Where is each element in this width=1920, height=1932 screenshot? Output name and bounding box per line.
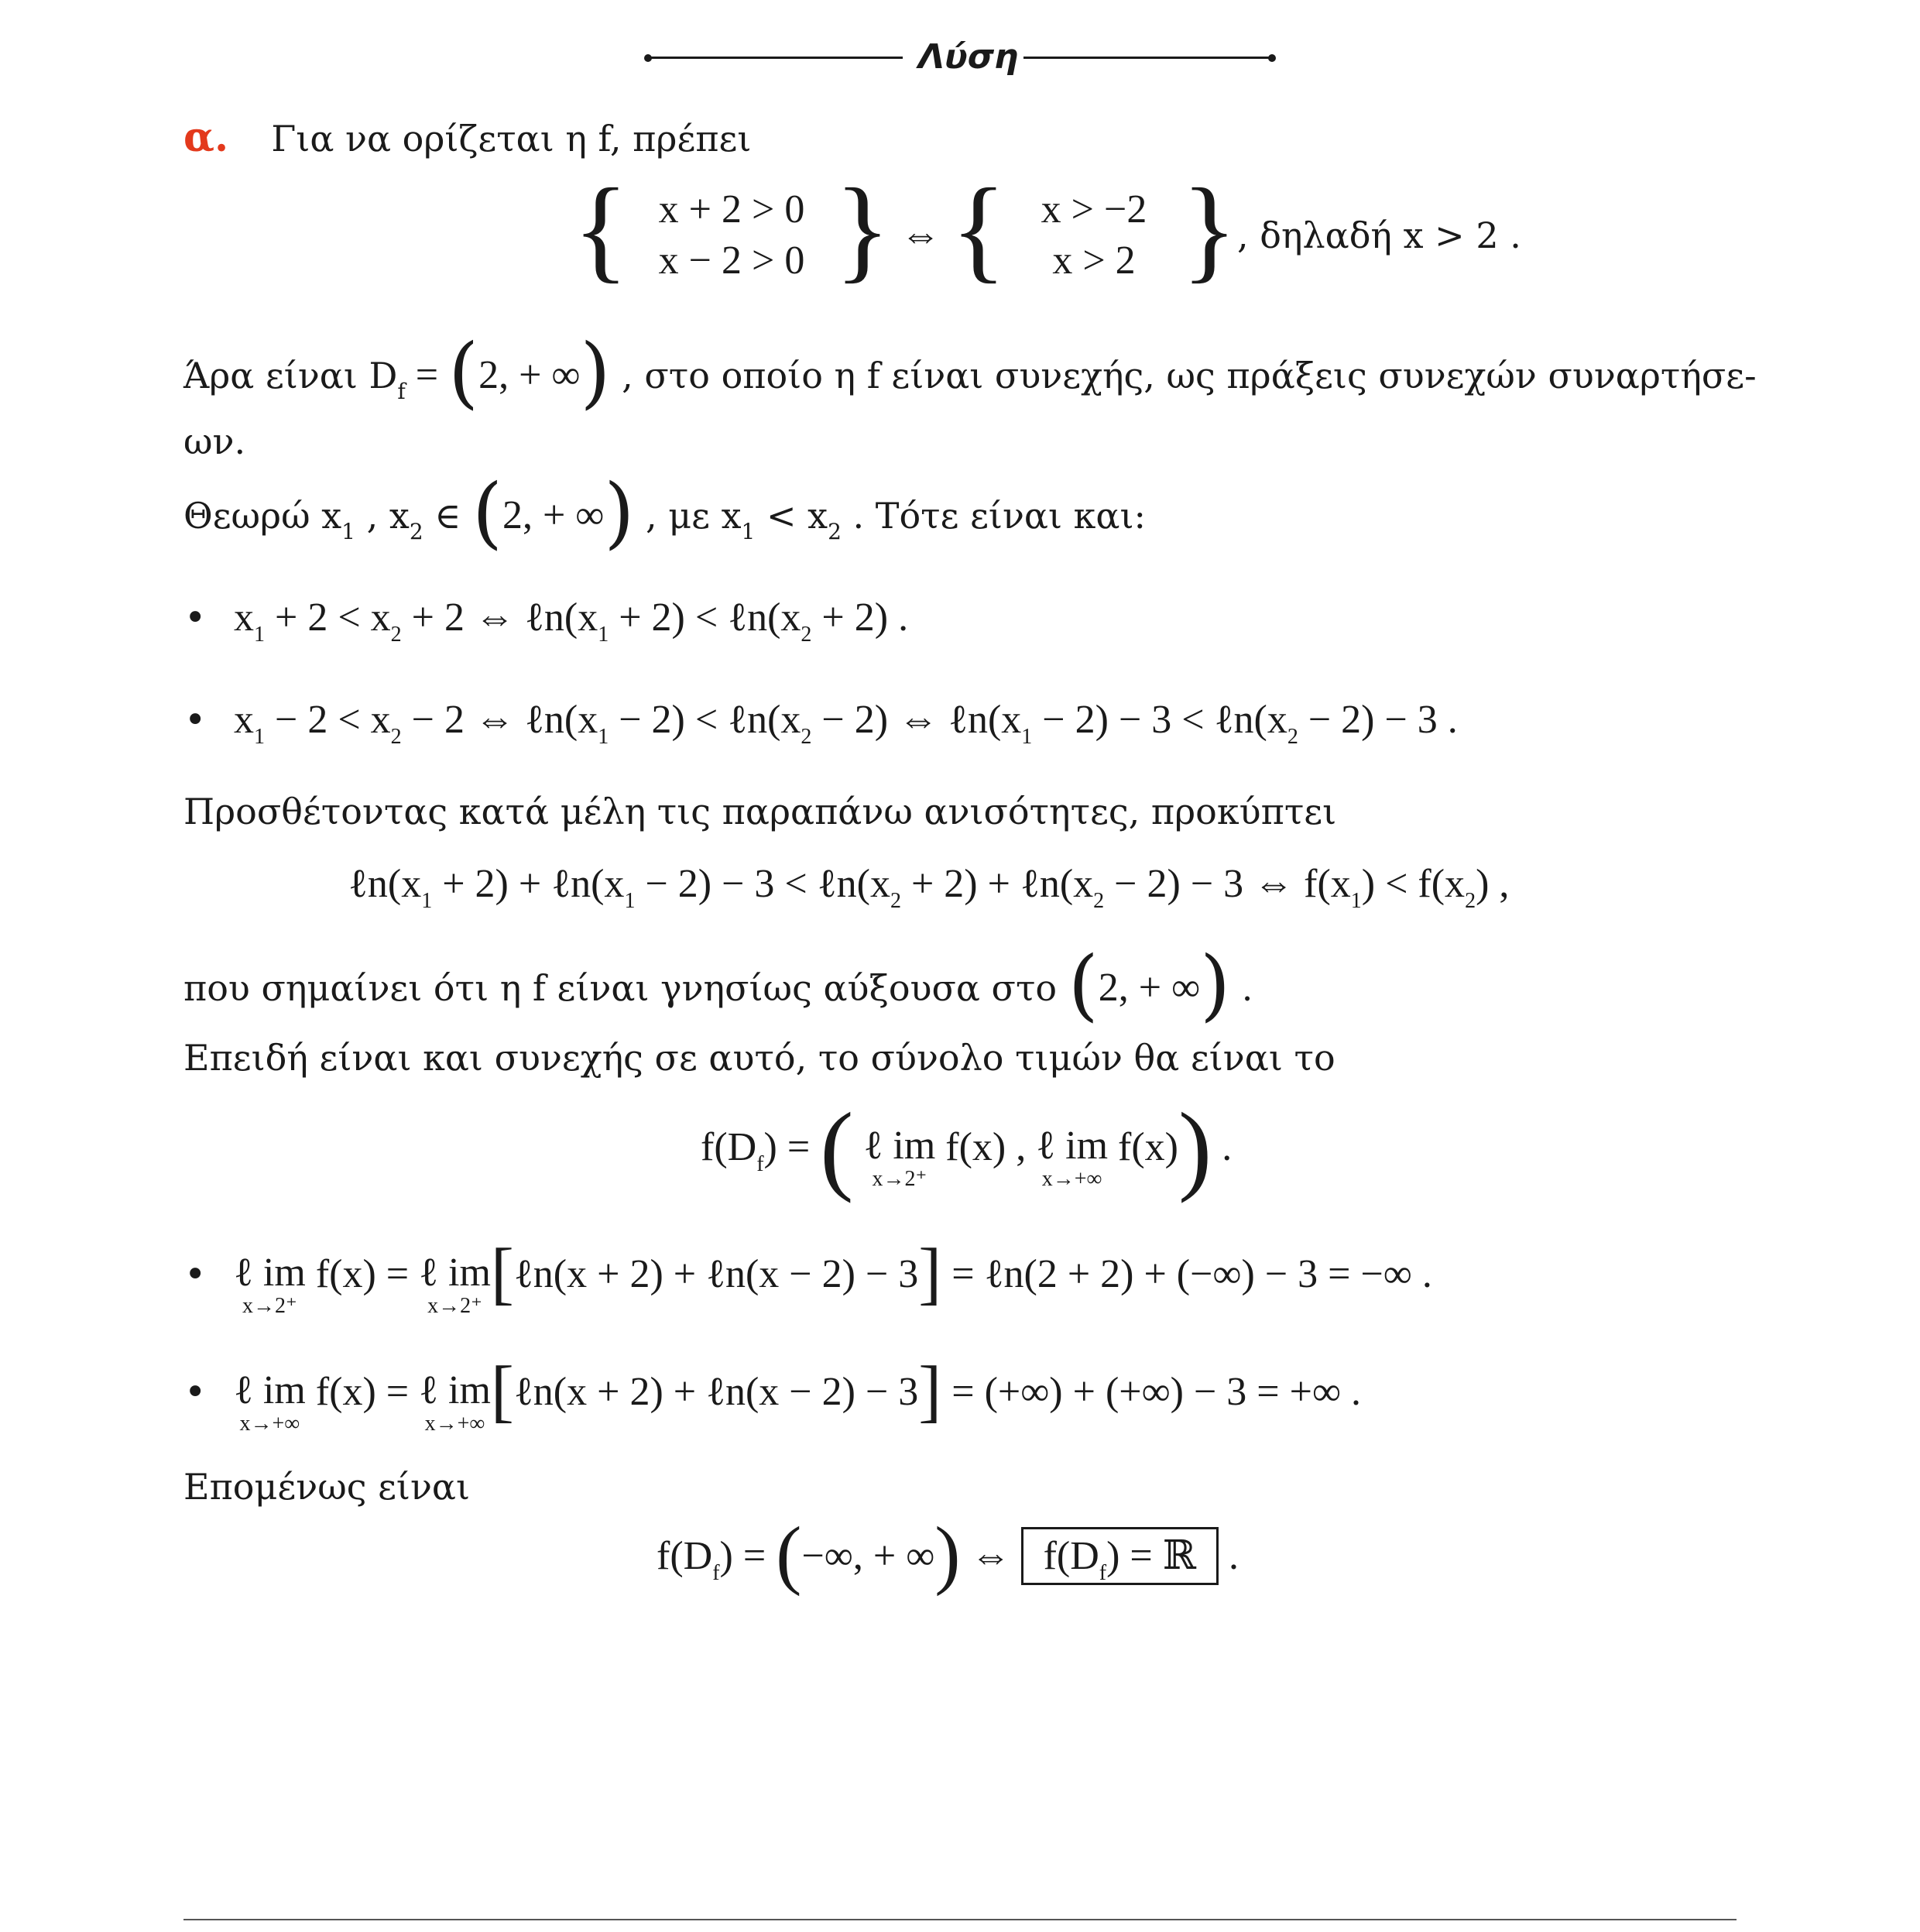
math-fragment: x→+∞ [424,1412,485,1436]
paren-close: ) [1200,939,1231,1030]
consider-d: , με x [634,495,742,537]
math-fragment: + 2) . [811,595,909,640]
system-equation [573,165,1521,293]
part-label: α. [183,114,229,161]
math-fragment: 1 [254,623,265,647]
math-fragment: ℓn(x [348,862,422,906]
math-fragment: 2 [801,623,812,647]
system-right-bottom: x > 2 [1052,238,1136,283]
math-fragment: . [1212,1125,1233,1169]
consider-s3: 1 [741,519,756,544]
math-symbol: ( [776,1511,802,1597]
math-fragment: + 2) < ℓn(x [609,595,801,640]
consider-b: , x [355,495,410,537]
limit-1-lim [234,1251,306,1318]
math-fragment: ℓ im [234,1251,306,1295]
sum-equation [348,861,1509,914]
math-fragment: f [1099,1561,1107,1585]
header-title: Λύση [918,37,1019,77]
math-fragment: x→+∞ [239,1412,300,1436]
math-fragment: ℓ im [234,1368,306,1412]
math-fragment: − 2 < x [265,698,391,742]
paren-open: ( [1068,939,1099,1030]
left-brace-2: { [951,165,1006,293]
math-fragment: x→2⁺ [242,1294,297,1318]
math-fragment: ) , [1476,862,1510,906]
consider-line [183,467,1146,558]
math-fragment: + 2 < x [265,595,391,640]
system-conclusion: , δηλαδή x > 2 . [1237,214,1521,256]
math-fragment: − 2) ⇔ ℓn(x [811,698,1022,742]
math-fragment: ) = ℝ [1106,1534,1196,1578]
limit-2-equation [234,1353,1362,1436]
left-brace: { [573,165,629,293]
math-symbol: ) [934,1511,961,1597]
math-fragment: ) = [719,1534,777,1578]
limit-1-equation [234,1235,1432,1318]
consider-e: < x [755,495,828,537]
system-equiv: ⇔ [900,213,941,257]
footer-rule [183,1919,1737,1920]
math-fragment: f(x) , [935,1125,1037,1169]
range-lim-2 [1036,1124,1108,1191]
math-fragment: = ℓn(2 + 2) + (−∞) − 3 = −∞ . [941,1252,1432,1296]
math-fragment: − 2 ⇔ ℓn(x [401,698,598,742]
math-fragment: 1 [1021,725,1033,749]
math-fragment: 2 [1287,725,1298,749]
system-left-stack [639,184,825,287]
math-fragment: f [756,1152,764,1176]
math-fragment: ℓn(x + 2) + ℓn(x − 2) − 3 [513,1252,919,1296]
adding-text: Προσθέτοντας κατά μέλη τις παραπάνω ανισότητες, προκύπτει [183,791,1337,832]
math-symbol: ] [918,1353,942,1429]
final-equation [657,1511,1239,1597]
math-fragment: x [234,698,254,742]
math-fragment: ℓ im [419,1368,491,1412]
math-symbol: ( [820,1093,854,1204]
monotone-line [183,939,1253,1030]
domain-continuation: ων. [183,420,246,462]
header-right-rule [1023,57,1271,59]
bullet-dot-3: • [184,1253,207,1296]
final-boxed-result [1021,1527,1219,1585]
paren-open: ( [448,327,479,417]
math-fragment: ℓn(x + 2) + ℓn(x − 2) − 3 [513,1370,919,1414]
math-fragment: 2 [390,725,402,749]
therefore-line: Επομένως είναι [183,1466,471,1508]
header-left-rule [647,57,903,59]
math-fragment: 2 [390,623,402,647]
bullet-dot-1: • [184,596,207,640]
consider-f: . Τότε είναι και: [841,495,1146,537]
math-fragment: f(x) = [305,1252,420,1296]
math-fragment: f(x) [1108,1125,1178,1169]
domain-rest: , στο οποίο η f είναι συνεχής, ως πράξεις συνεχών συναρτήσε- [610,355,1757,396]
math-fragment: 2 [1093,889,1105,913]
math-fragment: f [712,1561,720,1585]
math-fragment: 2 [801,725,812,749]
system-right-top: x > −2 [1041,187,1147,232]
since-line: Επειδή είναι και συνεχής σε αυτό, το σύνολο τιμών θα είναι το [183,1037,1335,1079]
math-fragment: 2 [1465,889,1476,913]
math-fragment: f(D [701,1125,757,1169]
right-brace: } [835,165,890,293]
math-fragment: ) = [763,1125,821,1169]
range-equation [701,1093,1233,1204]
range-lim-1 [863,1124,935,1191]
math-fragment: − 2) − 3 < ℓn(x [635,862,890,906]
math-symbol: ] [918,1235,942,1312]
math-fragment: 1 [421,889,433,913]
math-fragment: 1 [624,889,636,913]
math-fragment: − 2) < ℓn(x [609,698,801,742]
system-right-stack [1017,184,1171,287]
monotone-text: που σημαίνει ότι η f είναι γνησίως αύξουσα στο [183,967,1068,1009]
math-symbol: [ [490,1235,514,1312]
domain-sub: f [397,379,406,404]
math-fragment: + 2) + ℓn(x [432,862,625,906]
bullet-2-equation [234,697,1458,750]
math-fragment: −∞, + ∞ [801,1534,935,1578]
math-fragment: 1 [1350,889,1362,913]
consider-s1: 1 [341,519,355,544]
math-fragment: f(D [1043,1534,1099,1578]
consider-s2: 2 [409,519,423,544]
bullet-1-equation [234,595,908,647]
consider-interval: 2, + ∞ [502,493,605,537]
math-symbol: ) [1178,1093,1212,1204]
system-left-bottom: x − 2 > 0 [658,238,805,283]
math-fragment: − 2) − 3 ⇔ f(x [1104,862,1351,906]
paren-close: ) [580,327,611,417]
monotone-interval: 2, + ∞ [1098,966,1201,1010]
part-intro [183,115,751,162]
math-fragment: + 2 ⇔ ℓn(x [401,595,598,640]
math-fragment: x [234,595,254,640]
consider-a: Θεωρώ x [183,495,342,537]
math-fragment: . [1218,1534,1239,1578]
math-fragment: ℓ im [419,1251,491,1295]
domain-interval: 2, + ∞ [478,353,581,397]
limit-2-lim [234,1369,306,1436]
consider-c: ∈ [423,495,472,537]
math-fragment: ℓ im [1036,1124,1109,1168]
domain-line [183,327,1757,417]
limit-1-lim-b [419,1251,491,1318]
math-fragment: ⇔ [960,1534,1021,1578]
intro-text: Για να ορίζεται η f, πρέπει [271,118,752,160]
paren-open: ( [471,467,502,558]
math-fragment: ℓ im [863,1124,936,1168]
right-brace-2: } [1181,165,1237,293]
consider-s4: 2 [828,519,842,544]
math-fragment: 2 [890,889,901,913]
math-fragment: f(D [657,1534,713,1578]
domain-eq: = [405,353,449,397]
math-fragment: x→2⁺ [872,1167,927,1191]
limit-2-lim-b [419,1369,491,1436]
math-fragment: 1 [598,623,609,647]
math-fragment: 1 [254,725,265,749]
math-fragment: − 2) − 3 . [1298,698,1458,742]
math-fragment: − 2) − 3 < ℓn(x [1032,698,1287,742]
bullet-dot-2: • [184,698,207,742]
math-fragment: f(x) = [305,1370,420,1414]
domain-prefix: Άρα είναι D [183,355,398,396]
math-fragment: + 2) + ℓn(x [900,862,1094,906]
system-left-top: x + 2 > 0 [658,187,805,232]
math-symbol: [ [490,1353,514,1429]
paren-close: ) [604,467,635,558]
monotone-end: . [1230,967,1253,1009]
math-fragment: 1 [598,725,609,749]
math-fragment: x→+∞ [1041,1167,1102,1191]
bullet-dot-4: • [184,1371,207,1414]
header-right-dot [1268,54,1276,62]
math-fragment: ) < f(x [1361,862,1466,906]
math-fragment: x→2⁺ [427,1294,482,1318]
math-fragment: = (+∞) + (+∞) − 3 = +∞ . [941,1370,1362,1414]
